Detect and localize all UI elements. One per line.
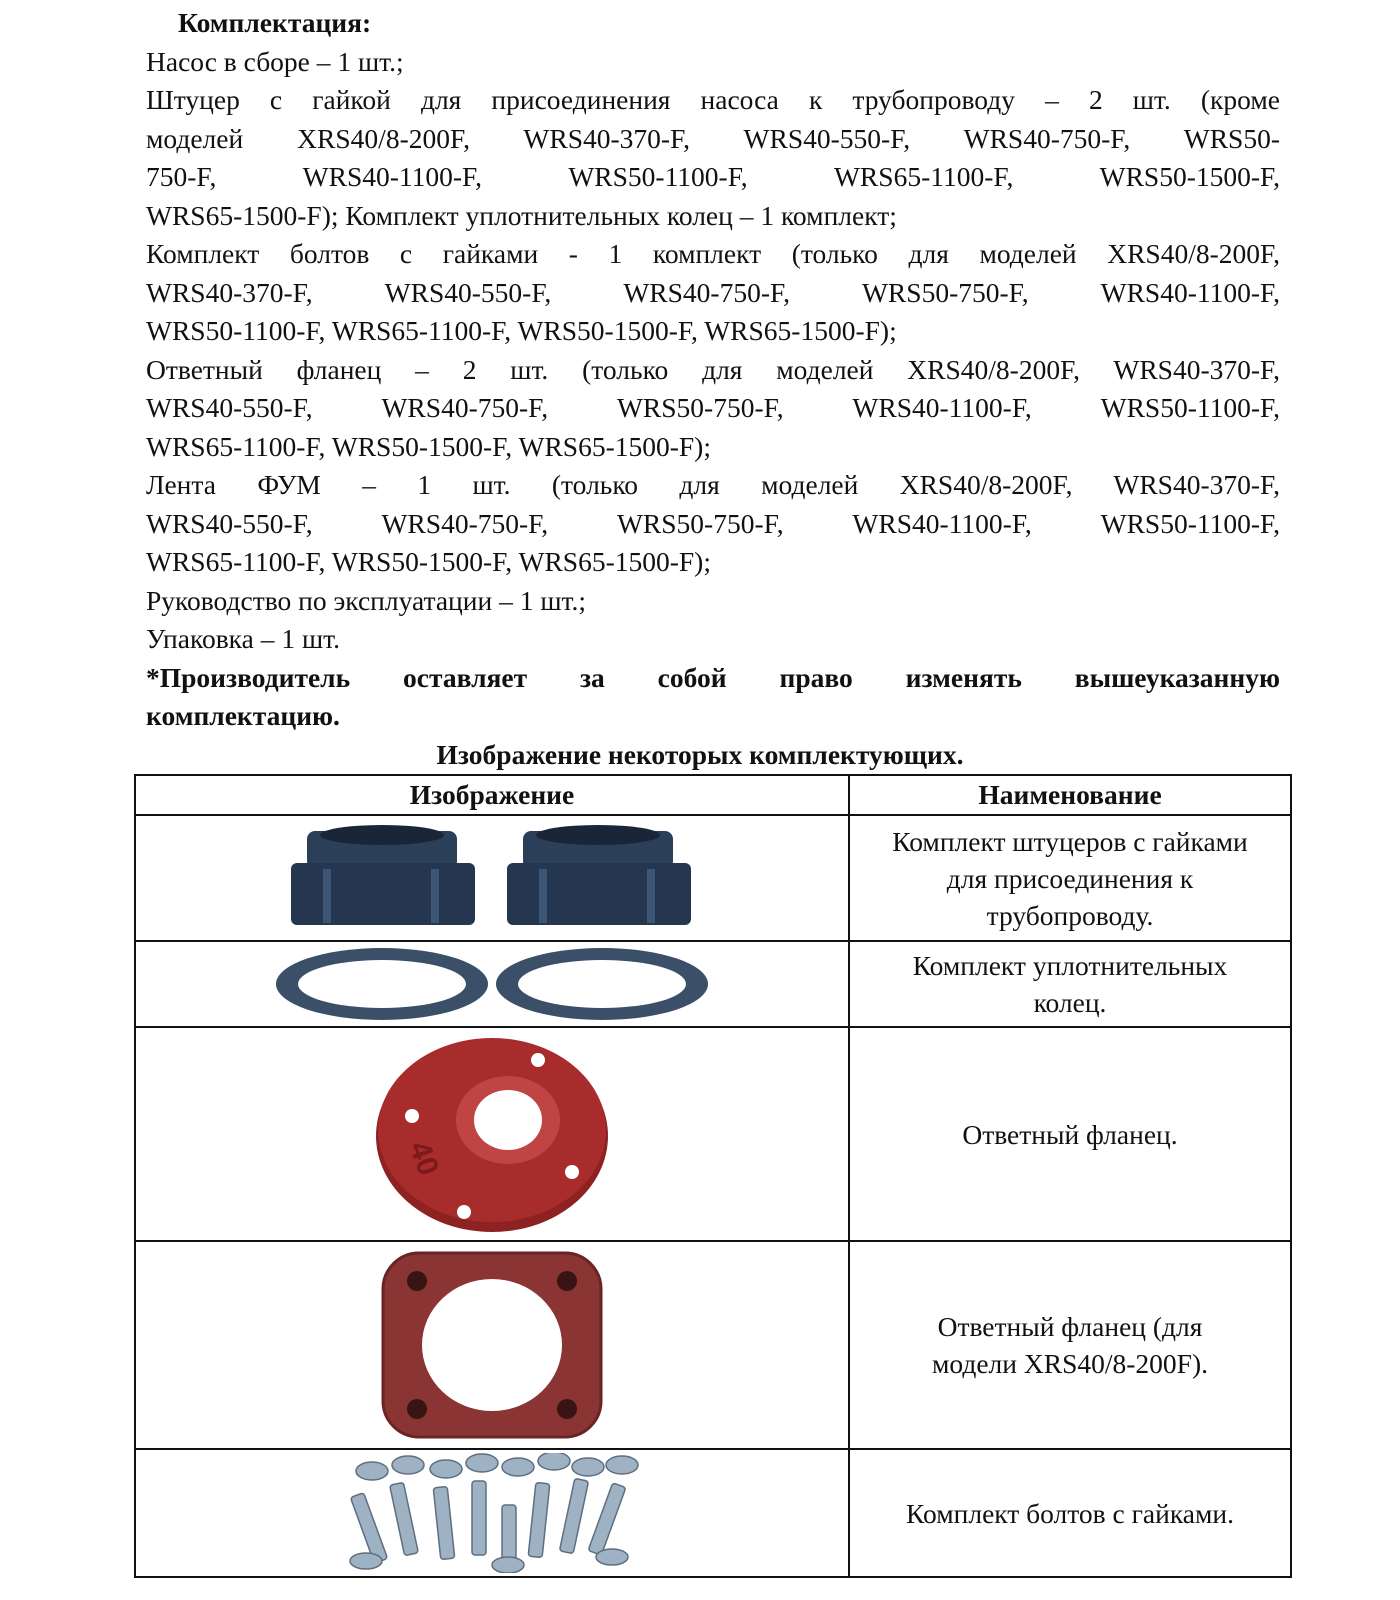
image-cell	[135, 1241, 849, 1449]
sealing-rings-image	[272, 944, 712, 1024]
item-flange-line: Ответный фланец – 2 шт. (только для моделей XRS40/8-200F, WRS40-370-F,	[146, 353, 1280, 385]
table-header-row	[135, 775, 1291, 815]
item-pump: Насос в сборе – 1 шт.;	[146, 45, 404, 77]
image-cell	[135, 1027, 849, 1241]
name-cell	[849, 1449, 1291, 1577]
component-name-line: для присоединения к	[946, 862, 1194, 894]
document-body	[146, 4, 1280, 736]
name-cell	[849, 941, 1291, 1027]
round-flange-image	[372, 1032, 612, 1236]
item-tape-line: WRS40-550-F, WRS40-750-F, WRS50-750-F, WRS40-1100-F, WRS50-1100-F,	[146, 507, 1280, 539]
flange-mark-text: 40	[402, 1137, 446, 1180]
name-cell	[849, 815, 1291, 941]
component-name-line: Ответный фланец (для	[937, 1311, 1203, 1342]
fitting-icon	[291, 825, 475, 925]
component-name-line: Ответный фланец.	[962, 1118, 1178, 1150]
item-fittings-line: 750-F, WRS40-1100-F, WRS50-1100-F, WRS65-1100-F, WRS50-1500-F,	[146, 161, 1280, 192]
manufacturer-note-line: комплектацию.	[146, 700, 340, 731]
item-fittings	[146, 81, 1280, 235]
manufacturer-note	[146, 659, 1280, 736]
column-header-name: Наименование	[849, 775, 1291, 815]
component-name-line: Комплект штуцеров с гайками	[892, 825, 1248, 857]
component-name-line: модели XRS40/8-200F).	[932, 1348, 1208, 1379]
component-name-line: Комплект болтов с гайками.	[906, 1497, 1234, 1529]
round-flange-icon	[376, 1038, 608, 1232]
bolts-icon	[350, 1453, 638, 1573]
item-manual: Руководство по эксплуатации – 1 шт.;	[146, 584, 586, 616]
section-heading: Комплектация:	[178, 7, 372, 38]
component-name-line: Комплект уплотнительных	[912, 950, 1228, 981]
item-tape-line: Лента ФУМ – 1 шт. (только для моделей XRS40/8-200F, WRS40-370-F,	[146, 469, 1280, 500]
item-bolts	[146, 235, 1280, 351]
item-fittings-line: моделей XRS40/8-200F, WRS40-370-F, WRS40-550-F, WRS40-750-F, WRS50-	[146, 122, 1280, 154]
item-package: Упаковка – 1 шт.	[146, 623, 340, 654]
manufacturer-note-line: *Производитель оставляет за собой право изменять вышеуказанную	[146, 661, 1280, 693]
item-fittings-line: WRS65-1500-F); Комплект уплотнительных колец – 1 комплект;	[146, 199, 897, 231]
square-flange-icon	[383, 1253, 601, 1437]
fittings-with-nuts-image	[277, 823, 707, 933]
table-row	[135, 1241, 1291, 1449]
fitting-icon	[507, 825, 691, 925]
component-name-line: трубопроводу.	[986, 899, 1154, 931]
table-row	[135, 1449, 1291, 1577]
item-flange	[146, 351, 1280, 467]
ring-icon	[496, 948, 708, 1020]
table-row	[135, 815, 1291, 941]
item-bolts-line: WRS40-370-F, WRS40-550-F, WRS40-750-F, WRS50-750-F, WRS40-1100-F,	[146, 276, 1280, 308]
image-cell	[135, 815, 849, 941]
components-table	[134, 774, 1292, 1578]
item-flange-line: WRS65-1100-F, WRS50-1500-F, WRS65-1500-F);	[146, 430, 711, 462]
item-flange-line: WRS40-550-F, WRS40-750-F, WRS50-750-F, WRS40-1100-F, WRS50-1100-F,	[146, 392, 1280, 423]
ring-icon	[276, 948, 488, 1020]
image-cell	[135, 1449, 849, 1577]
name-cell	[849, 1027, 1291, 1241]
item-bolts-line: Комплект болтов с гайками - 1 комплект (только для моделей XRS40/8-200F,	[146, 238, 1280, 269]
table-row	[135, 1027, 1291, 1241]
item-fittings-line: Штуцер с гайкой для присоединения насоса к трубопроводу – 2 шт. (кроме	[146, 84, 1280, 115]
table-row	[135, 941, 1291, 1027]
square-flange-image	[377, 1247, 607, 1443]
item-tape	[146, 466, 1280, 582]
table-caption: Изображение некоторых комплектующих.	[436, 739, 964, 770]
name-cell	[849, 1241, 1291, 1449]
column-header-image: Изображение	[135, 775, 849, 815]
bolts-with-nuts-image	[342, 1453, 642, 1573]
item-bolts-line: WRS50-1100-F, WRS65-1100-F, WRS50-1500-F, WRS65-1500-F);	[146, 315, 897, 346]
image-cell	[135, 941, 849, 1027]
item-tape-line: WRS65-1100-F, WRS50-1500-F, WRS65-1500-F);	[146, 546, 711, 577]
component-name-line: колец.	[1033, 987, 1107, 1018]
